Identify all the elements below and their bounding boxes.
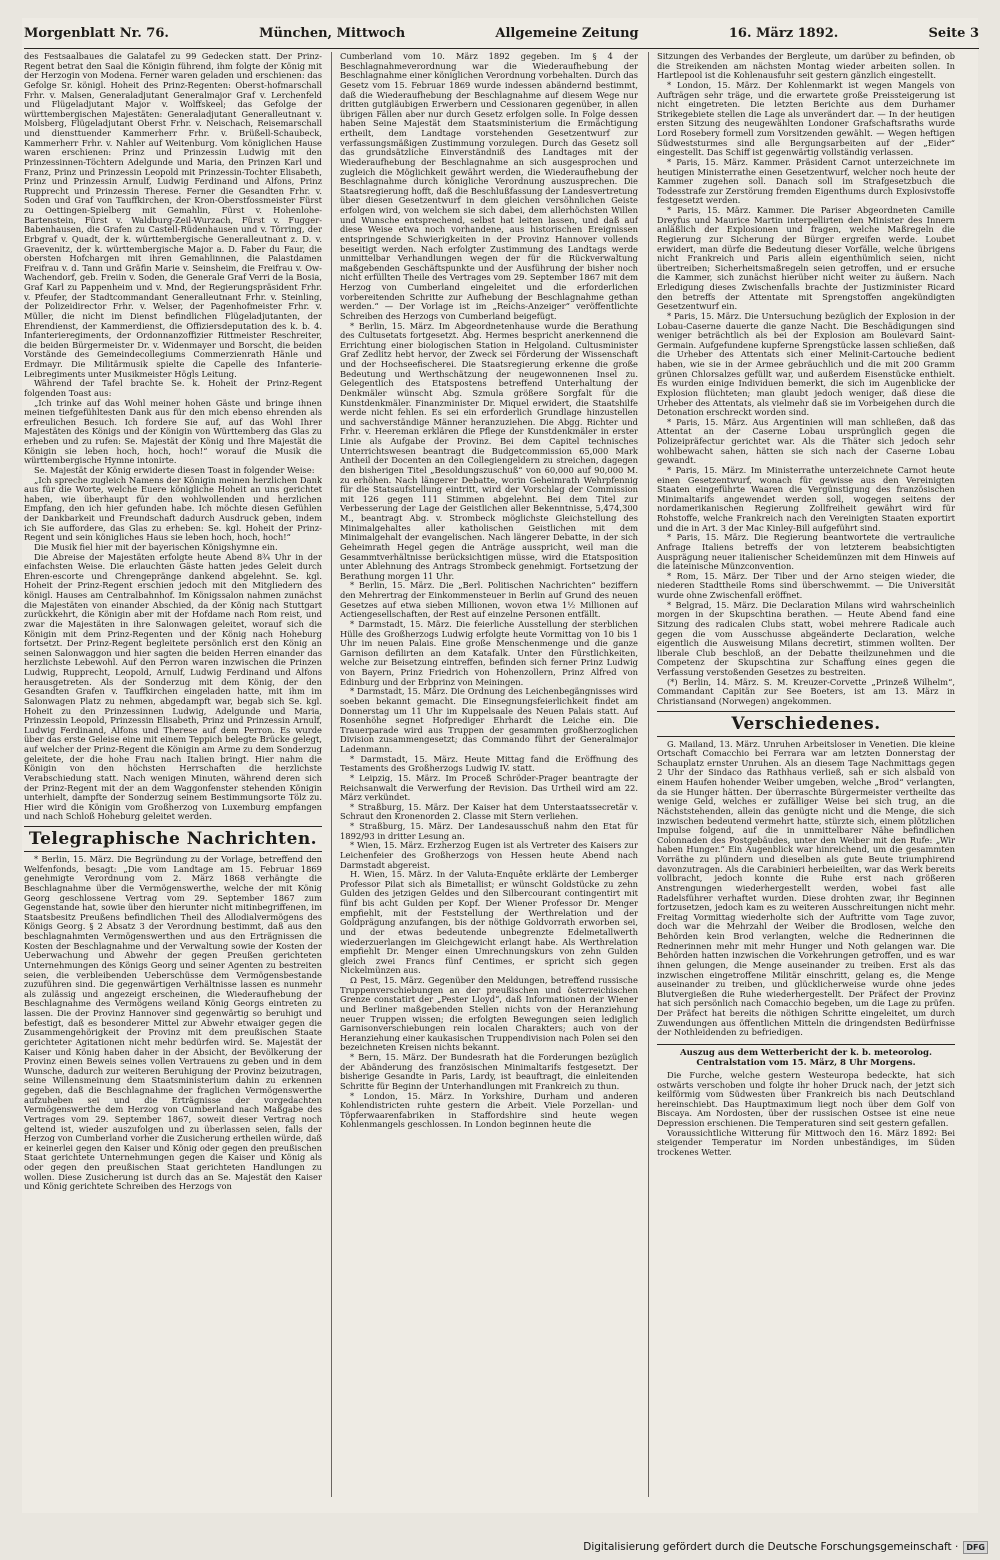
news-item: * Paris, 15. März. Kammer. Die Pariser Abgeordneten Camille Dreyfus und Maurice Martin interpellirten den Minister des Innern anläßlich der Explosionen und fragen, welche Maßregeln die Regierung zur Sicherung der Bürger ergreifen werde. Loubet erwidert, man dürfe die Bedeutung dieser Vorfälle, welche übrigens nicht Frankreich und Paris allein eigenthümlich seien, nicht übertreiben; Sicherheitsmaßregeln seien getroffen, und er ersuche die Kammer, sich zunächst hierüber nicht weiter zu äußern. Nach Erledigung dieses Zwischenfalls brachte der Justizminister Ricard den betreffs der Attentate mit Sprengstoffen angekündigten Gesetzentwurf ein. <box>657 205 955 312</box>
news-item: * Berlin, 15. März. Die Begründung zu der Vorlage, betreffend den Welfenfonds, besagt: „Die vom Landtage am 15. Februar 1869 genehmigte Verordnung vom 2. März 1868 verhängte die Beschlagnahme über die Vermögenswerthe, welche der mit König Georg geschlossene Vertrag vom 29. September 1867 zum Gegenstande hat, sowie über den hierunter nicht mitinbegriffenen, im Staatsbesitz Preußens befindlichen Theil des Allodialvermögens des Königs Georg. § 2 Absatz 3 der Verordnung bestimmt, daß aus den beschlagnahmten Vermögenswerthen und aus den Erträgnissen die Kosten der Beschlagnahme und der Verwaltung sowie der Kosten der Ueberwachung und Abwehr der gegen Preußen gerichteten Unternehmungen des Königs Georg und seiner Agenten zu bestreiten seien, die verbleibenden Ueberschüsse dem Vermögensbestande zuzuführen sind. Die gegenwärtigen Verhältnisse lassen es nunmehr als zulässig und angezeigt erscheinen, die Wiederaufhebung der Beschlagnahme des Vermögens weiland König Georgs eintreten zu lassen. Die der Provinz Hannover sind gegenwärtig so beruhigt und befestigt, daß es besonderer Mittel zur Abwehr etwaiger gegen die Zusammengehörigkeit der Provinz mit dem preußischen Staate gerichteter Agitationen nicht mehr bedürfen wird. Se. Majestät der Kaiser und König haben daher in der Absicht, der Bevölkerung der Provinz einen Beweis seines vollen Vertrauens zu geben und in dem Wunsche, dadurch zur weiteren Beruhigung der Provinz beizutragen, seine Willensmeinung dem Staatsministerium dahin zu erkennen gegeben, daß die Beschlagnahme der fraglichen Vermögenswerthe aufzuheben sei und die Erträgnisse der vorgedachten Vermögenswerthe dem Herzog von Cumberland nach Maßgabe des Vertrages vom 29. September 1867, soweit dieser Vertrag noch geltend ist, wieder auszufolgen und zu überlassen seien, falls der Herzog von Cumberland vorher die Zusicherung ertheilen würde, daß er keinerlei gegen den Kaiser und König oder gegen den preußischen Staat gerichtete Unternehmungen gegen die Kaiser und König als oder gegen den preußischen Staat gerichteten Handlungen zu wollen. Diese Zusicherung ist durch das an Se. Majestät den Kaiser und König gerichtete Schreiben des Herzogs von <box>24 854 322 1192</box>
dfg-logo-icon: DFG <box>963 1541 988 1554</box>
digitization-footer <box>583 1539 988 1555</box>
news-item: (*) Berlin, 14. März. S. M. Kreuzer-Corvette „Prinzeß Wilhelm“, Commandant Capitän zur See Boeters, ist am 13. März in Christiansand (Norwegen) angekommen. <box>657 676 955 706</box>
column-2 <box>340 52 638 1497</box>
news-item: Ω Pest, 15. März. Gegenüber den Meldungen, betreffend russische Truppenverschiebungen an der preußischen und österreichischen Grenze constatirt der „Pester Lloyd“, daß Informationen der Wiener und Berliner maßgebenden Stellen nichts von der Heranziehung neuer Truppen wissen; die erfolgten Bewegungen seien lediglich Garnisonverschiebungen rein localen Charakters; auch von der Heranziehung einer kaukasischen Truppendivision nach Polen sei den bezeichneten Kreisen nichts bekannt. <box>340 975 638 1053</box>
toast-quote: „Ich spreche zugleich Namens der Königin meinen herzlichen Dank aus für die Worte, welche Euere königliche Hoheit an uns gerichtet haben, wie überhaupt für den wohlwollenden und herzlichen Empfang, den ich hier gefunden habe. Ich möchte diesen Gefühlen der Dankbarkeit und Freundschaft dadurch Ausdruck geben, indem ich Sie auffordere, das Glas zu erheben: Se. kgl. Hoheit der Prinz-Regent und sein königliches Haus sie leben hoch, hoch, hoch!“ <box>24 474 322 543</box>
article-paragraph: Se. Majestät der König erwiderte diesen Toast in folgender Weise: <box>34 464 315 475</box>
column-3 <box>657 52 955 1497</box>
news-item: * Paris, 15. März. Die Regierung beantwortete die vertrauliche Anfrage Italiens betreffs der von letzterem beabsichtigten Ausprägung neuer italienischer Scheidemünzen mit dem Hinweis auf die lateinische Münzconvention. <box>657 532 955 572</box>
news-item: * London, 15. März. Der Kohlenmarkt ist wegen Mangels von Aufträgen sehr träge, und die erwartete große Preissteigerung ist nicht eingetreten. Die letzten Berichte aus dem Durhamer Strikegebiete stellen die Lage als unverändert dar. — In der heutigen ersten Sitzung des neugewählten Londoner Grafschaftsraths wurde Lord Rosebery formell zum Vorsitzenden gewählt. — Wegen heftigen Südweststurmes sind alle Bergungsarbeiten auf der „Eider“ eingestellt. Das Schiff ist gegenwärtig vollständig verlassen. <box>657 79 955 158</box>
news-item: * Paris, 15. März. Aus Argentinien will man schließen, daß das Attentat an der Caserne Lobau ursprünglich gegen die Polizeipräfectur gerichtet war. Als die Thäter sich jedoch sehr wohlbewacht sahen, hätten sie sich nach der Caserne Lobau gewandt. <box>657 416 955 466</box>
place-day-label: München, Mittwoch <box>259 26 406 41</box>
issue-label: Morgenblatt Nr. 76. <box>24 26 169 41</box>
news-item: * Paris, 15. März. Kammer. Präsident Carnot unterzeichnete im heutigen Ministerrathe einen Gesetzentwurf, welcher noch heute der Kammer zugehen soll. Danach soll im Strafgesetzbuch die Todesstrafe zur Zerstörung fremden Eigenthums durch Explosivstoffe festgesetzt werden. <box>657 156 955 206</box>
news-item: Cumberland vom 10. März 1892 gegeben. Im § 4 der Beschlagnahmeverordnung war die Wiederaufhebung der Beschlagnahme einer königlichen Verordnung vorbehalten. Durch das Gesetz vom 15. Februar 1869 wurde indessen abändernd bestimmt, daß die Wiederaufhebung der Beschlagnahme auf diesem Wege nur dritten gutgläubigen Erwerbern und Cessionaren gegenüber, in allen übrigen Fällen aber nur durch Gesetz erfolgen solle. In Folge dessen haben Seine Majestät dem Staatsministerium die Ermächtigung ertheilt, dem Landtage vorstehenden Gesetzentwurf zur verfassungsmäßigen Zustimmung vorzulegen. Durch das Gesetz soll das grundsätzliche Einverständniß des Landtages mit der Wiederaufhebung der Beschlagnahme an sich ausgesprochen und zugleich die Möglichkeit gewährt werden, die Wiederaufhebung der Beschlagnahme durch königliche Verordnung auszusprechen. Die Staatsregierung hofft, daß die Beschlußfassung der Landesvertretung über diesen Gesetzentwurf in dem gleichen versöhnlichen Geiste erfolgen wird, von welchem sie sich dabei, dem allerhöchsten Willen und Wunsche entsprechend, selbst hat leiten lassen, und daß auf diese Weise etwa noch vorhandene, aus historischen Ereignissen entspringende Schwierigkeiten in der Provinz Hannover vollends beseitigt werden. Nach erfolgter Zustimmung des Landtags werde unmittelbar Verhandlungen wegen der für die Rückverwaltung maßgebenden Geschäftspunkte und der Ausführung der bisher noch nicht erfüllten Theile des Vertrages vom 29. September 1867 mit dem Herzog von Cumberland eingeleitet und die erforderlichen vorbereitenden Schritte zur Aufhebung der Beschlagnahme gethan werden.“ — Der Vorlage ist im „Reichs-Anzeiger“ veröffentlichte Schreiben des Herzogs von Cumberland beigefügt. <box>340 52 638 321</box>
news-item: * Darmstadt, 15. März. Heute Mittag fand die Eröffnung des Testaments des Großherzogs Ludwig IV. statt. <box>340 753 638 774</box>
toast-quote: „Ich trinke auf das Wohl meiner hohen Gäste und bringe ihnen meinen tiefgefühltesten Dank aus für den mich ebenso ehrenden als erfreulichen Besuch. Ich fordere Sie auf, auf das Wohl Ihrer Majestäten des Königs und der Königin von Württemberg das Glas zu erheben und zu rufen: Se. Majestät der König und Ihre Majestät die Königin sie leben hoch, hoch, hoch!“ worauf die Musik die württembergische Hymne intonirte. <box>24 397 322 466</box>
column-divider <box>331 52 332 1497</box>
newspaper-title: Allgemeine Zeitung <box>495 26 639 41</box>
news-item: * Darmstadt, 15. März. Die Ordnung des Leichenbegängnisses wird soeben bekannt gemacht. Die Einsegnungsfeierlichkeit findet am Donnerstag um 11 Uhr im Kuppelsaale des Neuen Palais statt. Auf Rosenhöhe segnet Hofprediger Ehrhardt die Leiche ein. Die Trauerparade wird aus Truppen der gesammten großherzoglichen Division zusammengesetzt; das Commando führt der Generalmajor Ladenmann. <box>340 686 638 754</box>
weather-forecast: Voraussichtliche Witterung für Mittwoch den 16. März 1892: Bei steigender Temperatur im Norden unbeständiges, im Süden trockenes Wetter. <box>657 1127 955 1157</box>
column-divider <box>648 52 649 1497</box>
news-item: * Rom, 15. März. Der Tiber und der Arno steigen wieder, die niederen Stadttheile Roms sind überschwemmt. — Die Universität wurde ohne Zwischenfall eröffnet. <box>657 570 955 600</box>
news-item: * Bern, 15. März. Der Bundesrath hat die Forderungen bezüglich der Abänderung des französischen Minimaltarifs festgesetzt. Der bisherige Gesandte in Paris, Lardy, ist beauftragt, die einleitenden Schritte für Beginn der Unterhandlungen mit Frankreich zu thun. <box>340 1052 638 1091</box>
news-item: * Straßburg, 15. März. Der Kaiser hat dem Unterstaatssecretär v. Schraut den Kronenorden 2. Classe mit Stern verliehen. <box>340 801 638 822</box>
page-number: Seite 3 <box>928 26 979 41</box>
article-paragraph: des Festsaalbaues die Galatafel zu 99 Gedecken statt. Der Prinz-Regent betrat den Saal die Königin führend, ihm folgte der König mit der Herzogin von Modena. Ferner waren geladen und erschienen: das Gefolge Sr. königl. Hoheit des Prinz-Regenten: Oberst-hofmarschall Frhr. v. Malsen, Generaladjutant Generalmajor Graf v. Lerchenfeld und Flügeladjutant Major v. Wolffskeel; das Gefolge der württembergischen Majestäten: Generaladjutant Generalleutnant v. Molsberg, Flügeladjutant Oberst Frhr. v. Neischach, Reisemarschall und diensttuender Kammerherr Frhr. v. Brüßell-Schaubeck, Kammerherr Frhr. v. Nahler auf Weitenburg. Vom königlichen Hause waren erschienen: Prinz und Prinzessin Ludwig mit den Prinzessinnen-Töchtern Adelgunde und Maria, den Prinzen Karl und Franz, Prinz und Prinzessin Leopold mit Prinzessin-Tochter Elisabeth, Prinz und Prinzessin Arnulf, Ludwig Ferdinand und Alfons, Prinz Rupprecht und Prinzessin Therese. Ferner die Gesandten Frhr. v. Soden und Graf von Tauffkirchen, der Kron-Oberstfossmeister Fürst zu Oettingen-Spielberg mit Gemahlin, Fürst v. Hohenlohe-Bartenstein, Fürst v. Waldburg-Zeil-Wurzach, Fürst v. Fugger-Babenhausen, die Grafen zu Castell-Rüdenhausen und v. Törring, der Erbgraf v. Quadt, der k. württembergische Generalleutnant z. D. v. Graevenitz, der k. württembergische Major a. D. Faber du Faur, die obersten Hofchargen mit ihren Gemahlinnen, die Palastdamen Freifrau v. d. Tann und Gräfin Marie v. Seinsheim, die Freifrau v. Ow-Wachendorf, geb. Freiin v. Soden, die Generale Graf Verri de la Bosia, Graf Karl zu Pappenheim und v. Mnd, der Regierungspräsident Frhr. v. Pfeufer, der Stadtcommandant Generalleutnant Frhr. v. Steinling, der Polizeidirector Frhr. v. Welser, der Pagenhofmeister Frhr. v. Müller, die nicht im Dienst befindlichen Flügeladjutanten, der Ehrendienst, der Kammerdienst, die Offiziersdeputation des k. b. 4. Infanterieregiments, der Ordonnanzoffizier Rittmeister Reschreiter, die beiden Bürgermeister Dr. v. Widenmayer und Borscht, die beiden Vorstände des Gemeindecollegiums Commerzienrath Hänle und Erdmayr. Die Militärmusik spielte die Capelle des Infanterie-Leibregiments unter Musikmeister Högls Leitung. <box>24 52 322 379</box>
news-item: * Darmstadt, 15. März. Die feierliche Ausstellung der sterblichen Hülle des Großherzogs Ludwig erfolgte heute Vormittag von 10 bis 1 Uhr im neuen Palais. Eine große Menschenmenge und die ganze Garnison defilirten an dem Katafalk. Unter den Fürstlichkeiten, welche zur Beisetzung eintreffen, befinden sich ferner Prinz Ludwig von Bayern, Prinz Friedrich von Hohenzollern, Prinz Alfred von Edinburg und der Erbprinz von Meiningen. <box>340 618 638 687</box>
section-heading-telegraphic-news: Telegraphische Nachrichten. <box>24 826 322 852</box>
news-item: G. Mailand, 13. März. Unruhen Arbeitsloser in Venetien. Die kleine Ortschaft Comacchio bei Ferrara war am letzten Donnerstag der Schauplatz ernster Unruhen. Als an diesem Tage Nachmittags gegen 2 Uhr der Sindaco das Rathhaus verließ, sah er sich alsbald von einem Haufen hohender Weiber umgeben, welche „Brod“ verlangten, da sie Hunger hätten. Der überraschte Bürgermeister vertheilte das wenige Geld, welches er zufälliger Weise bei sich trug, an die Nächststehenden, allein das genügte nicht und die Menge, die sich inzwischen bedeutend vermehrt hatte, stürzte sich, einem plötzlichen Impulse folgend, auf die in unmittelbarer Nähe befindlichen Colonnaden des Postgebäudes, unter den Weiber mit den Rufe: „Wir haben Hunger.“ Ein Augenblick war hinreichend, um die gesammten Vorräthe zu plündern und dieselben als gute Beute triumphirend davonzutragen. Als die Carabinieri herbeieilten, war das Werk bereits vollbracht, jedoch konnte die Ruhe erst nach größeren Anstrengungen wiederhergestellt werden, wobei fast alle Radelsführer verhaftet wurden. Diese drohten zwar, ihr Beginnen fortzusetzen, jedoch kam es zu weiteren Ausschreitungen nicht mehr. Freitag Vormittag wiederholte sich der Auftritte vom Tage zuvor, doch war die Mehrzahl der Weiber die Brodlosen, welche den Behörden kein Brod verlangten, welche die Rednerinnen die Rednerinnen mehr mit mehr Hunger und Noth gelangen war. Die Behörden hatten inzwischen die Vorkehrungen getroffen, und es war ihnen gelungen, die Menge auseinander zu treiben. Erst als das inzwischen eingetroffene Militär einschritt, gelang es, die Menge auseinander zu treiben, und glücklicherweise wurde ohne jedes Blutvergießen die Ruhe wiederhergestellt. Der Präfect der Provinz hat sich persönlich nach Comacchio begeben, um die Lage zu prüfen. Der Präfect hat bereits die nöthigen Schritte eingeleitet, um durch Zuwendungen aus öffentlichen Mitteln die dringendsten Bedürfnisse der Nothleidenden zu befriedigen. <box>657 738 955 1038</box>
news-item: Sitzungen des Verbandes der Bergleute, um darüber zu befinden, ob die Streikenden am nächsten Montag wieder arbeiten sollen. In Hartlepool ist die Kohlenausfuhr seit gestern gänzlich eingestellt. <box>657 52 955 81</box>
news-item: * Wien, 15. März. Erzherzog Eugen ist als Vertreter des Kaisers zur Leichenfeier des Großherzogs von Hessen heute Abend nach Darmstadt abgereist. <box>340 840 638 870</box>
news-item: * Berlin, 15. März. Die „Berl. Politischen Nachrichten“ beziffern den Mehrertrag der Einkommensteuer in Berlin auf Grund des neuen Gesetzes auf etwa sieben Millionen, wovon etwa 1½ Millionen auf Actiengesellschaften, der Rest auf einzelne Personen entfällt. <box>340 580 638 620</box>
section-heading-miscellaneous: Verschiedenes. <box>657 711 955 737</box>
weather-report-heading: Auszug aus dem Wetterbericht der k. b. meteorolog. Centralstation vom 15. März, 8 Uhr Morgens. <box>657 1044 955 1068</box>
column-1 <box>24 52 322 1497</box>
news-item: * Belgrad, 15. März. Die Declaration Milans wird wahrscheinlich morgen in der Skupschtina berathen. — Heute Abend fand eine Sitzung des radicalen Clubs statt, wobei mehrere Radicale auch gegen die vom Ausschusse abgeänderte Declaration, welche eigentlich die Ausweisung Milans decretirt, stimmen wollten. Der liberale Club beschloß, an der Debatte theilzunehmen und die Competenz der Skupschtina zur Schaffung eines gegen die Verfassung verstoßenden Gesetzes zu bestreiten. <box>657 599 955 677</box>
news-item: * Berlin, 15. März. Im Abgeordnetenhause wurde die Berathung des Cultusetats fortgesetzt. Abg. Hermes bespricht anerkennend die Errichtung einer biologischen Station in Helgoland. Cultusminister Graf Zedlitz hebt hervor, der Zweck sei Förderung der Wissenschaft und der Hochseefischerei. Die Staatsregierung erkenne die große Bedeutung und Werthschätzung der neugewonnenen Insel zu. Gelegentlich des Etatspostens betreffend Unterhaltung der Denkmäler wünscht Abg. Szmula größere Sorgfalt für die Kunstdenkmäler. Finanzminister Dr. Miquel erwidert, die Staatshilfe werde nicht fehlen. Es sei ein erforderlich Grundlage hinzustellen und sachverständige Männer heranzuziehen. Die Abgg. Richter und Frhr. v. Heereman erklären die Pflege der Kunstdenkmäler in erster Linie als Aufgabe der Provinz. Bei dem Capitel technisches Unterrichtswesen beantragt die Budgetcommission 65,000 Mark Antheil der Docenten an den Collegiengeldern zu streichen, dagegen den bisherigen Titel „Besoldungszuschuß“ von 60,000 auf 90,000 M. zu erhöhen. Nach längerer Debatte, worin Geheimrath Wehrpfennig für die Statsaufstellung eintritt, wird der Vorschlag der Commission mit 126 gegen 111 Stimmen abgelehnt. Bei dem Titel zur Verbesserung der Lage der Geistlichen aller Bekenntnisse, 5,474,300 M., beantragt Abg. v. Strombeck möglichste Gleichstellung des Minimalgehaltes aller katholischen Geistlichen mit dem Minimalgehalt der evangelischen. Nach längerer Debatte, in der sich Geheimrath Hegel gegen die Anträge ausspricht, weil man die Gesammtverhältnisse berücksichtigen müsse, wird die Etatsposition unter Ablehnung des Antrags Strombeck genehmigt. Fortsetzung der Berathung morgen 11 Uhr. <box>340 320 638 581</box>
news-item: * Paris, 15. März. Die Untersuchung bezüglich der Explosion in der Lobau-Caserne dauerte die ganze Nacht. Die Beschädigungen sind weniger beträchtlich als bei der Explosion am Boulevard Saint-Germain. Aufgefundene kupferne Sprengstücke lassen schließen, daß die Urheber des Attentats sich einer Melinit-Cartouche bedient haben, wie sie in der Armee gebräuchlich und die mit 200 Gramm grünen Chlorsalzes gefüllt war, und außerdem Eisenstücke enthielt. Es wurden einige Individuen bemerkt, die sich im Augenblicke der Explosion flüchteten; man glaubt jedoch weniger, daß diese die Urheber des Attentats, als vielmehr daß sie im Vorbeigehen durch die Detonation erschreckt worden sind. <box>657 310 955 418</box>
date-label: 16. März 1892. <box>728 26 839 41</box>
news-item: H. Wien, 15. März. In der Valuta-Enquête erklärte der Lemberger Professor Pilat sich als Bimetallist; er wünscht Goldstücke zu zehn Gulden des jetzigen Geldes und den Silbercourant contingentirt mit fünf bis acht Gulden per Kopf. Der Wiener Professor Dr. Menger empfiehlt, mit der Feststellung der Werthrelation und der Goldprägung anzufangen, bis der nöthige Goldvorrath erworben sei, und der etwas bedeutende unbegrenzte Edelmetallwerth wiederzuerlangen im Gleichgewicht erlangt habe. Als Werthrelation empfiehlt Dr. Menger einen Umrechnungskurs von zehn Gulden gleich zwei Francs fünf Centimes, er spricht sich gegen Nickelmünzen aus. <box>340 869 638 976</box>
article-paragraph: Die Musik fiel hier mit der bayerischen Königshymne ein. <box>34 541 278 552</box>
article-paragraph: Die Abreise der Majestäten erfolgte heute Abend 8¾ Uhr in der einfachsten Weise. Die erlauchten Gäste hatten jedes Geleit durch Ehren-escorte und Chrengepränge dankend abgelehnt. Se. kgl. Hoheit der Prinz-Regent erschien jedoch mit den Mitgliedern des königl. Hauses am Centralbahnhof. Im Königssalon nahmen zunächst die Majestäten von einander Abschied, da der König nach Stuttgart zurückkehrt, die Königin aber mit der Hofdame nach Rom reist, und zwar die Majestäten in ihre Salonwagen geleitet, worauf sich die Königin mit dem Prinz-Regenten und der König nach Hoheburg fortsetzt. Der Prinz-Regent begleitete persönlich erst den König an seinen Salonwaggon und hier sagten die beiden Herren einander das herzlichste Lebewohl. Auf den Perron waren inzwischen die Prinzen Ludwig, Rupprecht, Leopold, Arnulf, Ludwig Ferdinand und Alfons herausgetreten. Als der Sonderzug mit dem König, der den Gesandten Grafen v. Tauffkirchen eingeladen hatte, mit ihm im Salonwagen Platz zu nehmen, abgedampft war, begab sich Se. kgl. Hoheit zu den Prinzessinnen Ludwig, Adelgunde und Maria, Prinzessin Leopold, Prinzessin Elisabeth, Prinz und Prinzessin Arnulf, Ludwig Ferdinand, Alfons und Therese auf dem Perron. Es wurde über das erste Geleise eine mit einem Teppich belegte Brücke gelegt, auf welcher der Prinz-Regent die Königin am Arme zu dem Sonderzug geleitete, der die hohe Frau nach Italien bringt. Hier nahm die Königin von den höchsten Herrschaften die herzlichste Verabschiedung statt. Nach wenigen Minuten, während deren sich der Prinz-Regent mit der an dem Waggonfenster stehenden Königin unterhielt, dampfte der Sonderzug seinem Bestimmungsorte Tölz zu. Hier wird die Königin vom Großherzog von Luxemburg empfangen und nach Schloß Hoheburg geleitet werden. <box>24 551 322 822</box>
news-item: * Paris, 15. März. Im Ministerrathe unterzeichnete Carnot heute einen Gesetzentwurf, wonach für gewisse aus den Vereinigten Staaten eingeführte Waaren die Vergünstigung des französischen Minimaltarifs angewendet werden soll, wogegen seitens der nordamerikanischen Regierung Zollfreiheit gewährt wird für Rohstoffe, welche Frankreich nach den Vereinigten Staaten exportirt und die in Art. 3 der Mac Kinley-Bill aufgeführt sind. <box>657 464 955 533</box>
footer-credit: Digitalisierung gefördert durch die Deutsche Forschungsgemeinschaft · <box>583 1541 959 1553</box>
news-item: * London, 15. März. In Yorkshire, Durham und anderen Kohlendistricten ruhte gestern die Arbeit. Viele Porzellan- und Töpferwaarenfabriken in Staffordshire sind heute wegen Kohlenmangels geschlossen. In London beginnen heute die <box>340 1090 638 1130</box>
page-header <box>24 26 979 49</box>
weather-report-text: Die Furche, welche gestern Westeuropa bedeckte, hat sich ostwärts verschoben und folgte ihr hoher Druck nach, der jetzt sich keilförmig vom Südwesten über Frankreich bis nach Deutschland hereinschiebt. Das Hauptmaximum liegt noch über dem Golf von Biscaya. Am Nordosten, über der russischen Ostsee ist eine neue Depression erschienen. Die Temperaturen sind seit gestern gefallen. <box>657 1069 955 1128</box>
news-item: * Straßburg, 15. März. Der Landesausschuß nahm den Etat für 1892/93 in dritter Lesung an. <box>340 821 638 841</box>
news-item: * Leipzig, 15. März. Im Proceß Schröder-Prager beantragte der Reichsanwalt die Verwerfung der Revision. Das Urtheil wird am 22. März verkündet. <box>340 772 638 803</box>
article-paragraph: Während der Tafel brachte Se. k. Hoheit der Prinz-Regent folgenden Toast aus: <box>24 378 322 398</box>
